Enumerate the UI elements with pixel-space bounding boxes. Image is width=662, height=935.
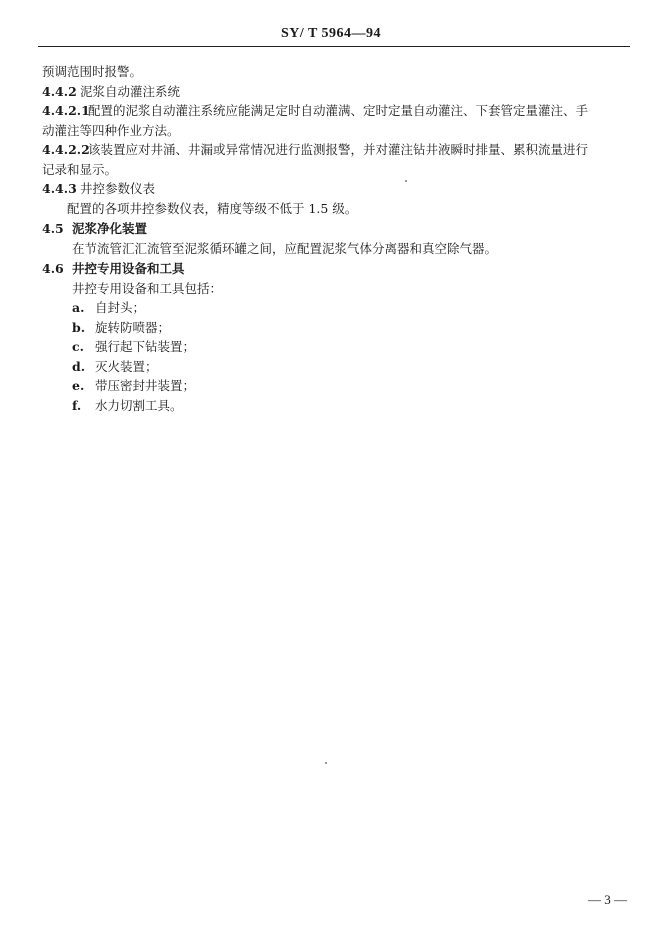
section-number: 4.4.2 <box>42 83 77 99</box>
list-item-text: 自封头； <box>95 300 146 315</box>
list-item-text: 灭火装置； <box>95 358 158 374</box>
list-item <box>42 376 634 396</box>
section-title: 泥浆自动灌注系统 <box>80 83 181 99</box>
section-4-5-text: 在节流管汇汇流管至泥浆循环罐之间，应配置泥浆气体分离器和真空除气器。 <box>72 240 498 256</box>
section-4-6-intro: 井控专用设备和工具包括： <box>72 280 223 296</box>
scan-speck <box>405 180 407 182</box>
list-item <box>42 337 634 357</box>
header-rule <box>38 46 630 47</box>
section-title: 井控参数仪表 <box>80 181 156 196</box>
section-4-4-3 <box>42 179 634 199</box>
list-letter: c. <box>72 339 84 354</box>
standard-code-header: SY/ T 5964—94 <box>280 26 382 41</box>
section-number: 4.5 <box>42 221 64 236</box>
section-number: 4.4.3 <box>42 181 77 196</box>
list-letter: a. <box>72 300 85 315</box>
section-4-6 <box>42 259 634 279</box>
list-letter: f. <box>72 397 82 413</box>
section-title: 井控专用设备和工具 <box>72 261 185 276</box>
section-4-4-3-text: 配置的各项井控参数仪表，精度等级不低于 1.5 级。 <box>67 200 358 216</box>
list-item-text: 旋转防喷器； <box>95 319 171 335</box>
list-item-text: 强行起下钻装置； <box>95 339 196 354</box>
scan-speck <box>325 762 327 764</box>
list-item-text: 带压密封井装置； <box>95 378 196 393</box>
document-body <box>42 62 634 415</box>
list-letter: e. <box>72 378 85 393</box>
section-4-4-2-2-line1 <box>42 140 634 160</box>
list-item-text: 水力切割工具。 <box>95 397 183 413</box>
section-4-5 <box>42 219 634 239</box>
paragraph-text: 该装置应对井涌、井漏或异常情况进行监测报警，并对灌注钻井液瞬时排量、累积流量进行 <box>88 142 589 157</box>
paragraph-text: 配置的泥浆自动灌注系统应能满足定时自动灌满、定时定量自动灌注、下套管定量灌注、手 <box>88 103 589 118</box>
section-number: 4.4.2.1 <box>42 103 90 118</box>
section-4-4-2-1-line1 <box>42 101 634 121</box>
section-4-4-2-2-line2: 记录和显示。 <box>42 161 118 177</box>
list-item <box>42 357 634 377</box>
page-number: — 3 — <box>588 892 627 907</box>
list-letter: b. <box>72 319 86 335</box>
section-title: 泥浆净化装置 <box>72 221 148 236</box>
list-item <box>42 396 634 416</box>
section-4-4-2-1-line2: 动灌注等四种作业方法。 <box>42 122 180 138</box>
list-item <box>42 318 634 338</box>
section-number: 4.6 <box>42 261 64 276</box>
list-letter: d. <box>72 358 86 374</box>
section-number: 4.4.2.2 <box>42 142 90 157</box>
continuation-line: 预调范围时报警。 <box>42 64 143 79</box>
list-item <box>42 298 634 318</box>
section-4-4-2 <box>42 82 634 102</box>
